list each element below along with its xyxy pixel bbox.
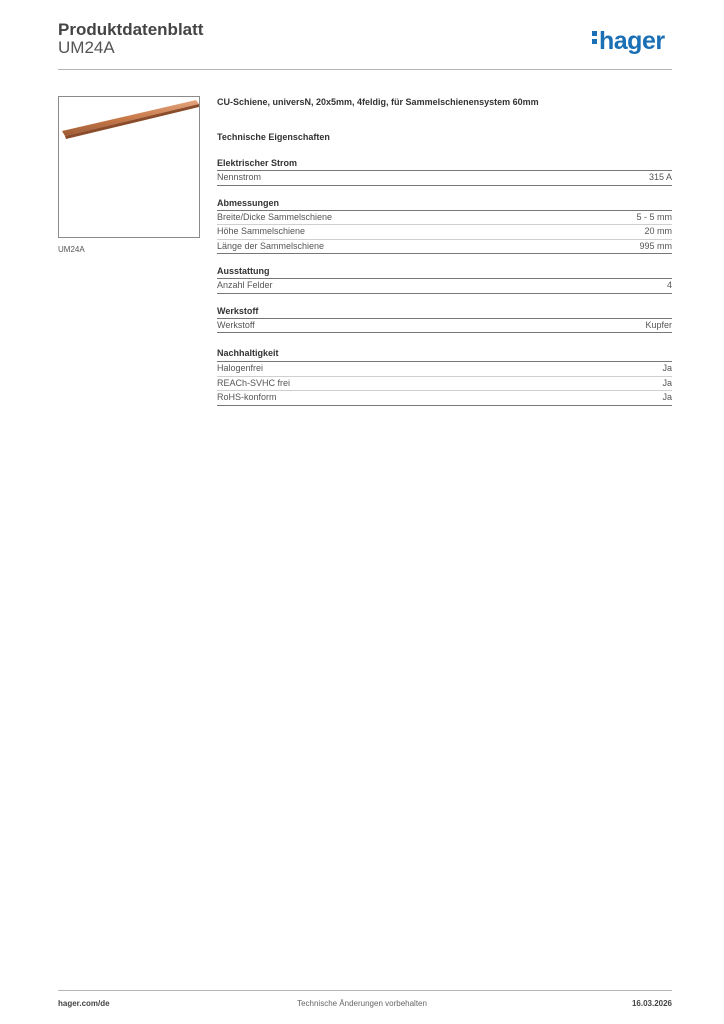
spec-label: Nennstrom — [217, 172, 262, 182]
header-divider — [58, 69, 672, 70]
spec-section-sustainability — [217, 345, 672, 406]
page-title: Produktdatenblatt — [58, 20, 204, 39]
spec-label: Länge der Sammelschiene — [217, 240, 325, 251]
product-image-frame — [58, 96, 200, 238]
spec-label: Breite/Dicke Sammelschiene — [217, 211, 333, 222]
spec-row — [217, 240, 672, 255]
hager-logo — [592, 27, 665, 56]
product-code: UM24A — [58, 38, 115, 57]
spec-label: Halogenfrei — [217, 363, 264, 373]
spec-section-title: Elektrischer Strom — [217, 157, 672, 171]
spec-section-material — [217, 305, 672, 334]
spec-label: Anzahl Felder — [217, 280, 273, 290]
spec-row — [217, 391, 672, 406]
spec-value: Ja — [662, 392, 672, 402]
spec-value: 20 mm — [644, 226, 672, 236]
spec-section-dimensions — [217, 197, 672, 255]
spec-section-equipment — [217, 265, 672, 294]
spec-section-title: Nachhaltigkeit — [217, 345, 672, 362]
spec-row — [217, 362, 672, 377]
spec-value: Kupfer — [645, 319, 672, 330]
footer-website: hager.com/de — [58, 999, 110, 1008]
spec-value: 5 - 5 mm — [636, 211, 672, 222]
product-details — [217, 96, 672, 406]
spec-row — [217, 225, 672, 240]
logo-dots-icon — [592, 28, 598, 47]
spec-label: Werkstoff — [217, 319, 255, 330]
spec-label: Höhe Sammelschiene — [217, 226, 306, 236]
spec-section-current — [217, 157, 672, 186]
spec-section-title: Ausstattung — [217, 265, 672, 279]
spec-row — [217, 171, 672, 186]
product-description: CU-Schiene, universN, 20x5mm, 4feldig, für Sammelschienensystem 60mm — [217, 97, 539, 107]
spec-value: Ja — [662, 363, 672, 373]
product-caption: UM24A — [58, 245, 85, 254]
copper-busbar-image — [59, 97, 199, 237]
footer-date: 16.03.2026 — [631, 999, 672, 1008]
spec-section-title: Werkstoff — [217, 305, 672, 319]
spec-row — [217, 319, 672, 334]
spec-value: Ja — [662, 377, 672, 388]
spec-row — [217, 377, 672, 392]
logo-text: hager — [599, 27, 665, 55]
spec-value: 995 mm — [639, 240, 672, 251]
footer-divider — [58, 990, 672, 991]
specs-heading: Technische Eigenschaften — [217, 132, 330, 142]
spec-row — [217, 279, 672, 294]
spec-section-title: Abmessungen — [217, 197, 672, 211]
spec-value: 315 A — [648, 172, 672, 182]
footer-notice: Technische Änderungen vorbehalten — [297, 999, 427, 1008]
spec-value: 4 — [666, 280, 672, 290]
spec-row — [217, 211, 672, 226]
spec-label: RoHS-konform — [217, 392, 277, 402]
spec-label: REACh-SVHC frei — [217, 377, 291, 388]
